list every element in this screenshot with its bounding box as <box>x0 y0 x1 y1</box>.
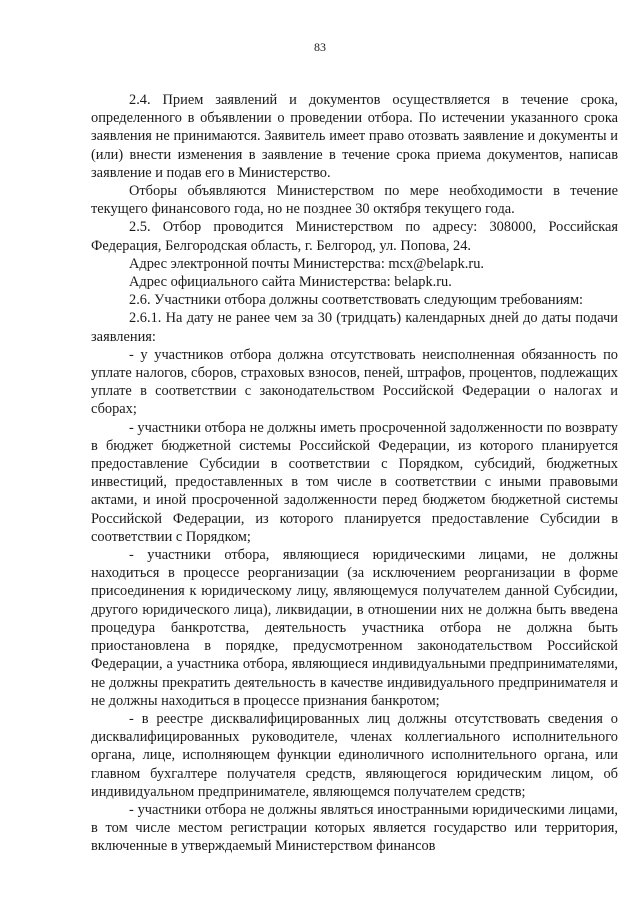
list-item-disqualified: - в реестре дисквалифицированных лиц должны отсутствовать сведения о дисквалифицированных руководителе, членах коллегиального исполнительного органа, лице, исполняющем функции единоличного исполнительного органа, или главном бухгалтере получателя средств, являющегося юридическим лицом, об индивидуальном предпринимателе, являющемся получателем средств; <box>91 710 618 800</box>
list-item-foreign-entities: - участники отбора не должны являться иностранными юридическими лицами, в том числе местом регистрации которых является государство или территория, включенные в утверждаемый Министерством финансов <box>91 801 618 855</box>
paragraph-website: Адрес официального сайта Министерства: belapk.ru. <box>129 274 452 291</box>
page-number: 83 <box>314 40 326 54</box>
paragraph-2-6-1: 2.6.1. На дату не ранее чем за 30 (тридцать) календарных дней до даты подачи заявления: <box>91 310 618 345</box>
document-body <box>91 91 618 856</box>
paragraph-email: Адрес электронной почты Министерства: mcx@belapk.ru. <box>129 255 484 272</box>
list-item-reorganization: - участники отбора, являющиеся юридическими лицами, не должны находиться в процессе реорганизации (за исключением реорганизации в форме присоединения к юридическому лицу, являющемуся получателем данной Субсидии, другого юридического лица), ликвидации, в отношении них не должна быть введена процедура банкротства, деятельность участника отбора не должна быть приостановлена в порядке, предусмотренном законодательством Российской Федерации, а участника отбора, являющиеся индивидуальными предпринимателями, не должны прекратить деятельность в качестве индивидуального предпринимателя и не должны находиться в процессе признания банкротом; <box>91 547 618 709</box>
list-item-taxes: - у участников отбора должна отсутствовать неисполненная обязанность по уплате налогов, сборов, страховых взносов, пеней, штрафов, процентов, подлежащих уплате в соответствии с законодательством Российской Федерации о налогах и сборах; <box>91 346 618 418</box>
paragraph-selection-timing: Отборы объявляются Министерством по мере необходимости в течение текущего финансового года, но не позднее 30 октября текущего года. <box>91 183 618 218</box>
paragraph-2-5-address: 2.5. Отбор проводится Министерством по адресу: 308000, Российская Федерация, Белгородская область, г. Белгород, ул. Попова, 24. <box>91 219 618 254</box>
paragraph-2-4: 2.4. Прием заявлений и документов осуществляется в течение срока, определенного в объявлении о проведении отбора. По истечении указанного срока заявления не принимаются. Заявитель имеет право отозвать заявление и документы и (или) внести изменения в заявление в течение срока приема документов, написав заявление и подав его в Министерство. <box>91 92 618 181</box>
paragraph-2-6: 2.6. Участники отбора должны соответствовать следующим требованиям: <box>129 292 584 309</box>
list-item-debts: - участники отбора не должны иметь просроченной задолженности по возврату в бюджет бюджетной системы Российской Федерации, из которого планируется предоставление Субсидии в соответствии с Порядком, субсидий, бюджетных инвестиций, предоставленных в том числе в соответствии с иными правовыми актами, и иной просроченной задолженности перед бюджетом бюджетной системы Российской Федерации, из которого планируется предоставление Субсидии в соответствии с Порядком; <box>91 419 618 545</box>
